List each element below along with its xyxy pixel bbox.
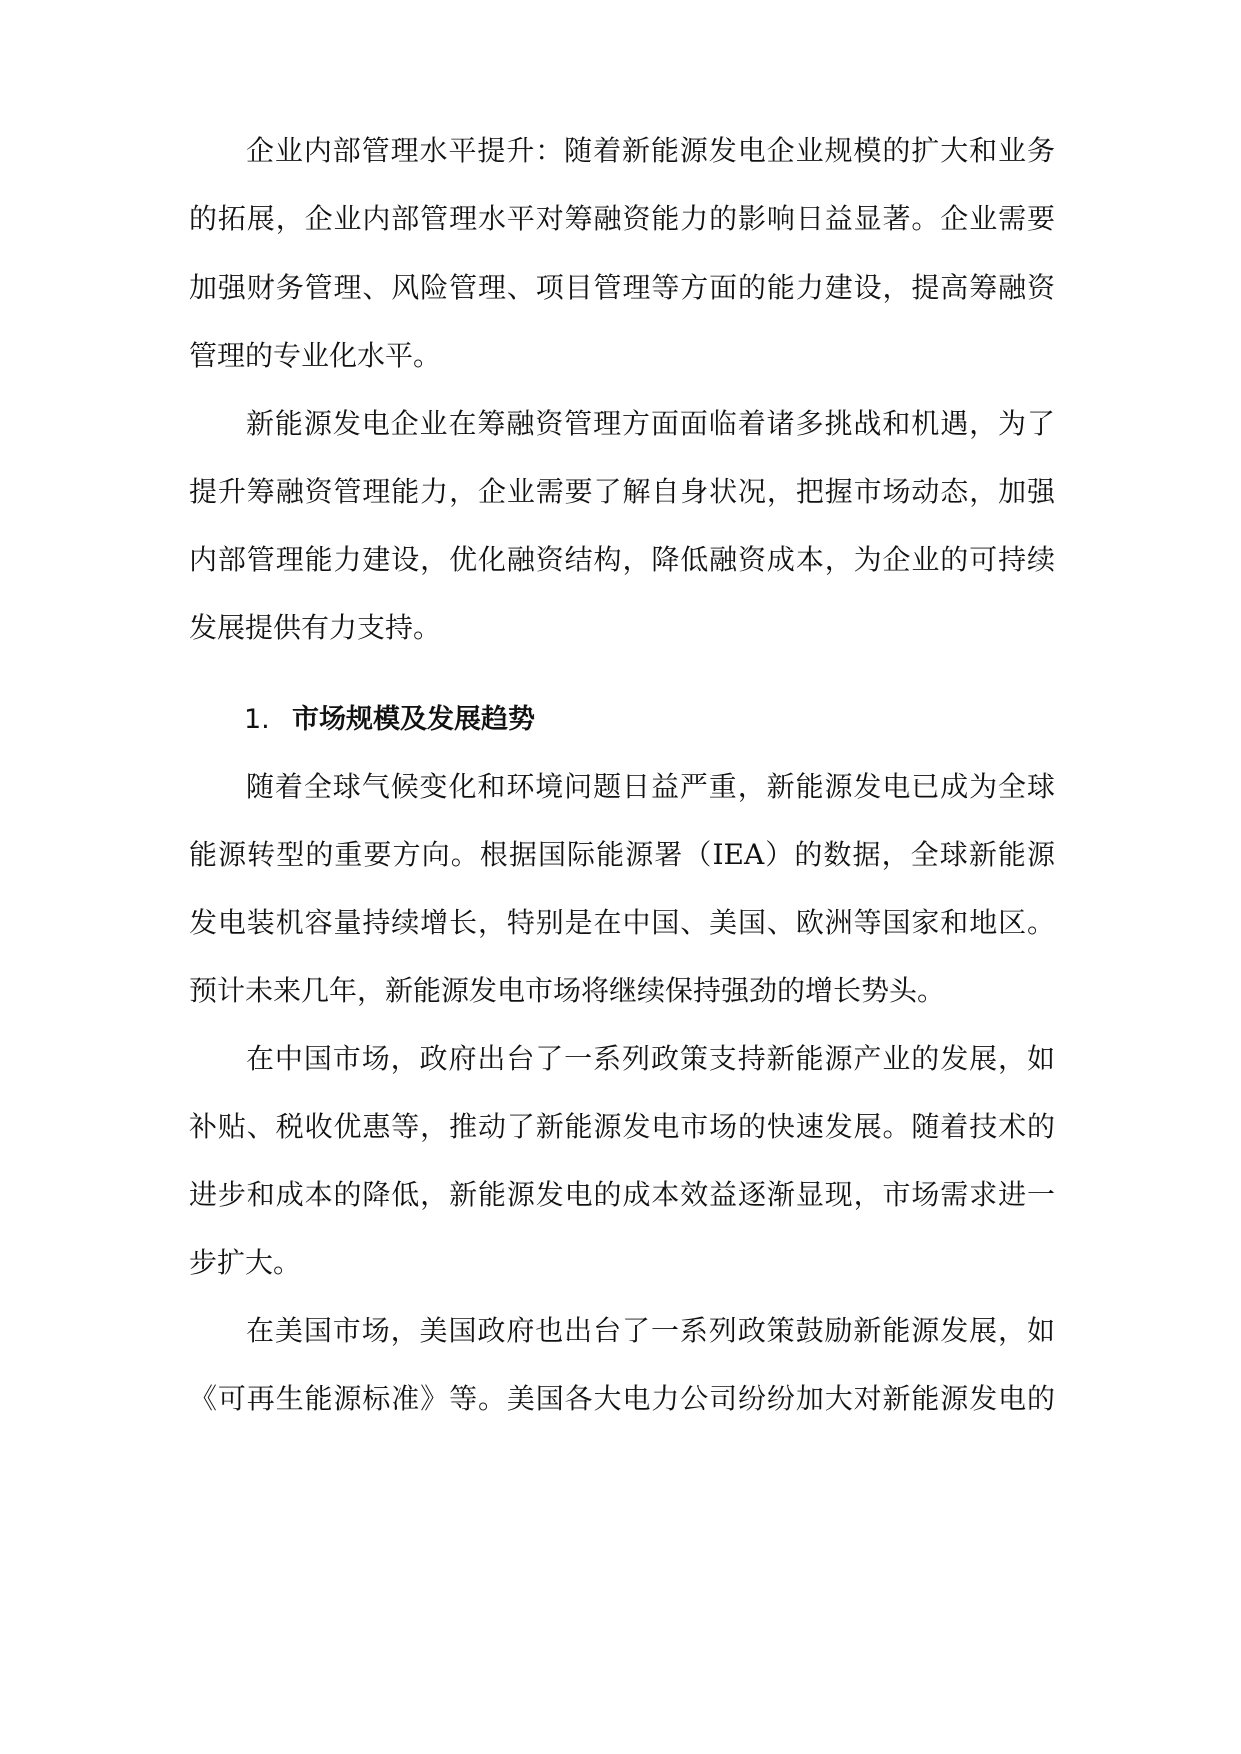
section-heading-number: 1.: [244, 704, 270, 735]
paragraph-2-line-2: 提升筹融资管理能力，企业需要了解自身状况，把握市场动态，加强: [189, 475, 1055, 508]
paragraph-2-line-1: 新能源发电企业在筹融资管理方面面临着诸多挑战和机遇，为了: [246, 407, 1055, 440]
section-paragraph-3-line-2: 《可再生能源标准》等。美国各大电力公司纷纷加大对新能源发电的: [189, 1382, 1055, 1415]
section-heading: [244, 700, 535, 740]
section-paragraph-1-line-4: 预计未来几年，新能源发电市场将继续保持强劲的增长势头。: [189, 974, 946, 1007]
section-paragraph-1-line-2: 能源转型的重要方向。根据国际能源署（IEA）的数据，全球新能源: [189, 838, 1055, 871]
section-paragraph-2-line-4: 步扩大。: [189, 1246, 302, 1279]
section-paragraph-1-line-3: 发电装机容量持续增长，特别是在中国、美国、欧洲等国家和地区。: [189, 906, 1055, 939]
section-paragraph-1-line-1: 随着全球气候变化和环境问题日益严重，新能源发电已成为全球: [246, 770, 1055, 803]
paragraph-1-line-2: 的拓展，企业内部管理水平对筹融资能力的影响日益显著。企业需要: [189, 202, 1055, 235]
section-paragraph-2-line-3: 进步和成本的降低，新能源发电的成本效益逐渐显现，市场需求进一: [189, 1178, 1055, 1211]
paragraph-2-line-3: 内部管理能力建设，优化融资结构，降低融资成本，为企业的可持续: [189, 543, 1055, 576]
paragraph-1-line-4: 管理的专业化水平。: [189, 339, 442, 372]
paragraph-2-line-4: 发展提供有力支持。: [189, 611, 442, 644]
section-paragraph-2-line-1: 在中国市场，政府出台了一系列政策支持新能源产业的发展，如: [246, 1042, 1055, 1075]
paragraph-1-line-3: 加强财务管理、风险管理、项目管理等方面的能力建设，提高筹融资: [189, 271, 1055, 304]
section-heading-title: 市场规模及发展趋势: [292, 704, 535, 735]
paragraph-1-line-1: 企业内部管理水平提升：随着新能源发电企业规模的扩大和业务: [246, 134, 1055, 167]
section-paragraph-2-line-2: 补贴、税收优惠等，推动了新能源发电市场的快速发展。随着技术的: [189, 1110, 1055, 1143]
section-paragraph-3-line-1: 在美国市场，美国政府也出台了一系列政策鼓励新能源发展，如: [246, 1314, 1055, 1347]
